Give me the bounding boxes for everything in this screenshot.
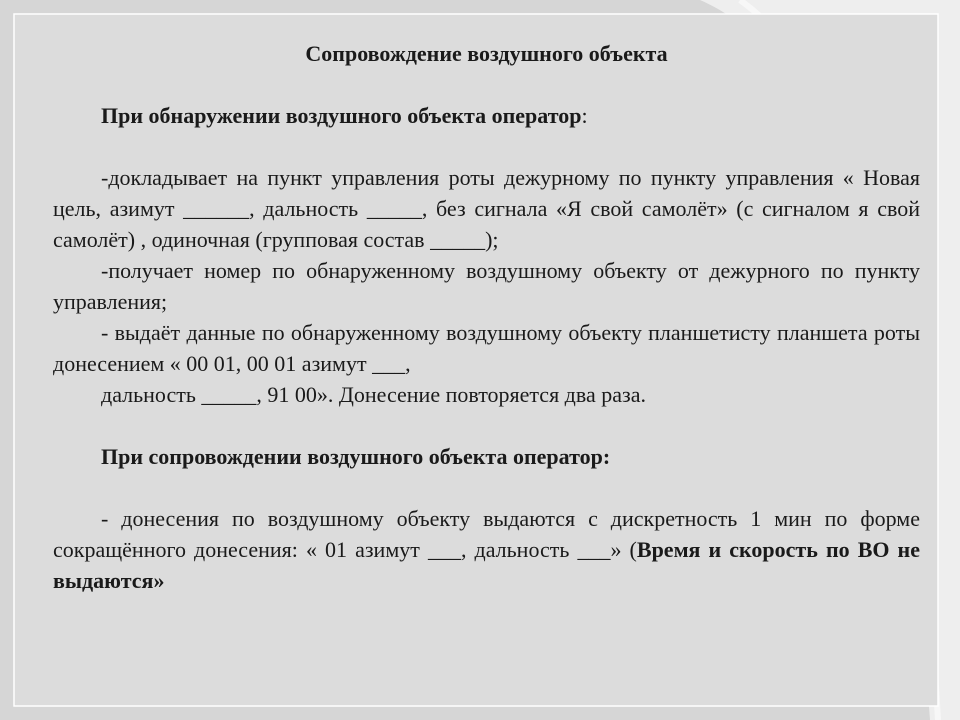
item-reports-bold-note: Время и скорость по ВО не выдаются» — [53, 537, 920, 593]
heading-detection — [53, 100, 920, 131]
spacer — [53, 472, 920, 503]
spacer — [53, 410, 920, 441]
item-reports-text: - донесения по воздушному объекту выдаются с дискретность 1 мин по форме сокращённого донесения: « 01 азимут ___, дальность ___» ( — [53, 506, 920, 562]
slide-title: Сопровождение воздушного объекта — [305, 41, 668, 66]
item-receive-number: -получает номер по обнаруженному воздушному объекту от дежурного по пункту управления; — [53, 258, 920, 314]
heading-detection-text: При обнаружении воздушного объекта оператор — [101, 103, 582, 128]
item-issue-data: - выдаёт данные по обнаруженному воздушному объекту планшетисту планшета роты донесением « 00 01, 00 01 азимут ___, — [53, 320, 920, 376]
heading-detection-colon: : — [581, 103, 588, 128]
slide-content — [53, 38, 920, 596]
heading-tracking: При сопровождении воздушного объекта оператор: — [101, 444, 611, 469]
spacer — [53, 131, 920, 162]
spacer — [53, 69, 920, 100]
item-reports-discreteness — [53, 503, 920, 596]
item-issue-data-continued: дальность _____, 91 00». Донесение повторяется два раза. — [101, 382, 646, 407]
item-report: -докладывает на пункт управления роты дежурному по пункту управления « Новая цель, азимут ______, дальность _____, без сигнала «Я свой самолёт» (с сигналом я свой самолёт) , одиночная (групповая состав _____); — [53, 165, 920, 252]
